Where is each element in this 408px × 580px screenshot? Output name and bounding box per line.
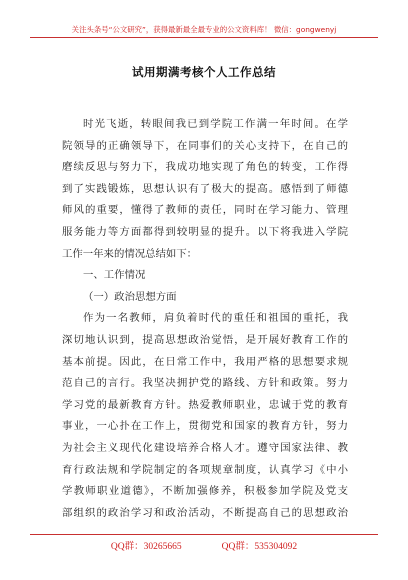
paragraph-line: 磨续反思与努力下，我成功地实现了角色的转变，工作得: [62, 161, 348, 174]
paragraph-line: 时光飞逝，转眼间我已到学院工作满一年时间。在学: [83, 118, 348, 130]
section-heading: 一、工作情况: [83, 269, 146, 282]
footer-qq-group-1: QQ群：30265665: [110, 542, 182, 552]
paragraph-line: 育行政法规和学院制定的各项规章制度，认真学习《中小: [62, 463, 348, 476]
paragraph-line: 工作一年来的情况总结如下：: [62, 247, 198, 260]
paragraph-line: 服务能力等方面都得到较明显的提升。以下将我进入学院: [62, 225, 348, 238]
paragraph-line: 深切地认识到，提高思想政治觉悟，是开展好教育工作的: [62, 333, 348, 346]
paragraph-line: 学教师职业道德》，不断加强修养，积极参加学院及党支: [62, 485, 348, 498]
paragraph-line: 事业，一心扑在工作上，贯彻党和国家的教育方针，努力: [62, 420, 348, 433]
footer-contacts: [0, 538, 408, 552]
paragraph-line: 到了实践锻炼，思想认识有了极大的提高。感悟到了师德: [62, 182, 348, 195]
paragraph-line: 作为一名教师，肩负着时代的重任和祖国的重托，我: [83, 312, 348, 325]
paragraph-line: 学习党的最新教育方针。热爱教师职业，忠诚于党的教育: [62, 398, 348, 411]
paragraph-line: 范自己的言行。我坚决拥护党的路线、方针和政策。努力: [62, 377, 348, 390]
paragraph-line: 师风的重要，懂得了教师的责任，同时在学习能力、管理: [62, 204, 348, 217]
paragraph-line: 为社会主义现代化建设培养合格人才。遵守国家法律、教: [62, 441, 348, 454]
paragraph-line: 院领导的正确领导下，在同事们的关心支持下，在自己的: [62, 139, 348, 152]
paragraph-line: 部组织的政治学习和政治活动，不断提高自己的思想政治: [62, 506, 348, 519]
footer-divider: [30, 534, 378, 535]
document-title: 试用期满考核个人工作总结: [132, 65, 276, 79]
document-body: [62, 114, 348, 524]
header-divider: [30, 37, 378, 38]
header-notice: 关注头条号“公文研究”，获得最新最全最专业的公文资料库！ 微信：gongwenyj: [71, 25, 337, 34]
subsection-heading: （一）政治思想方面: [83, 290, 177, 303]
paragraph-line: 基本前提。因此，在日常工作中，我用严格的思想要求规: [62, 355, 348, 368]
footer-qq-group-2: QQ群：535304092: [221, 542, 298, 552]
